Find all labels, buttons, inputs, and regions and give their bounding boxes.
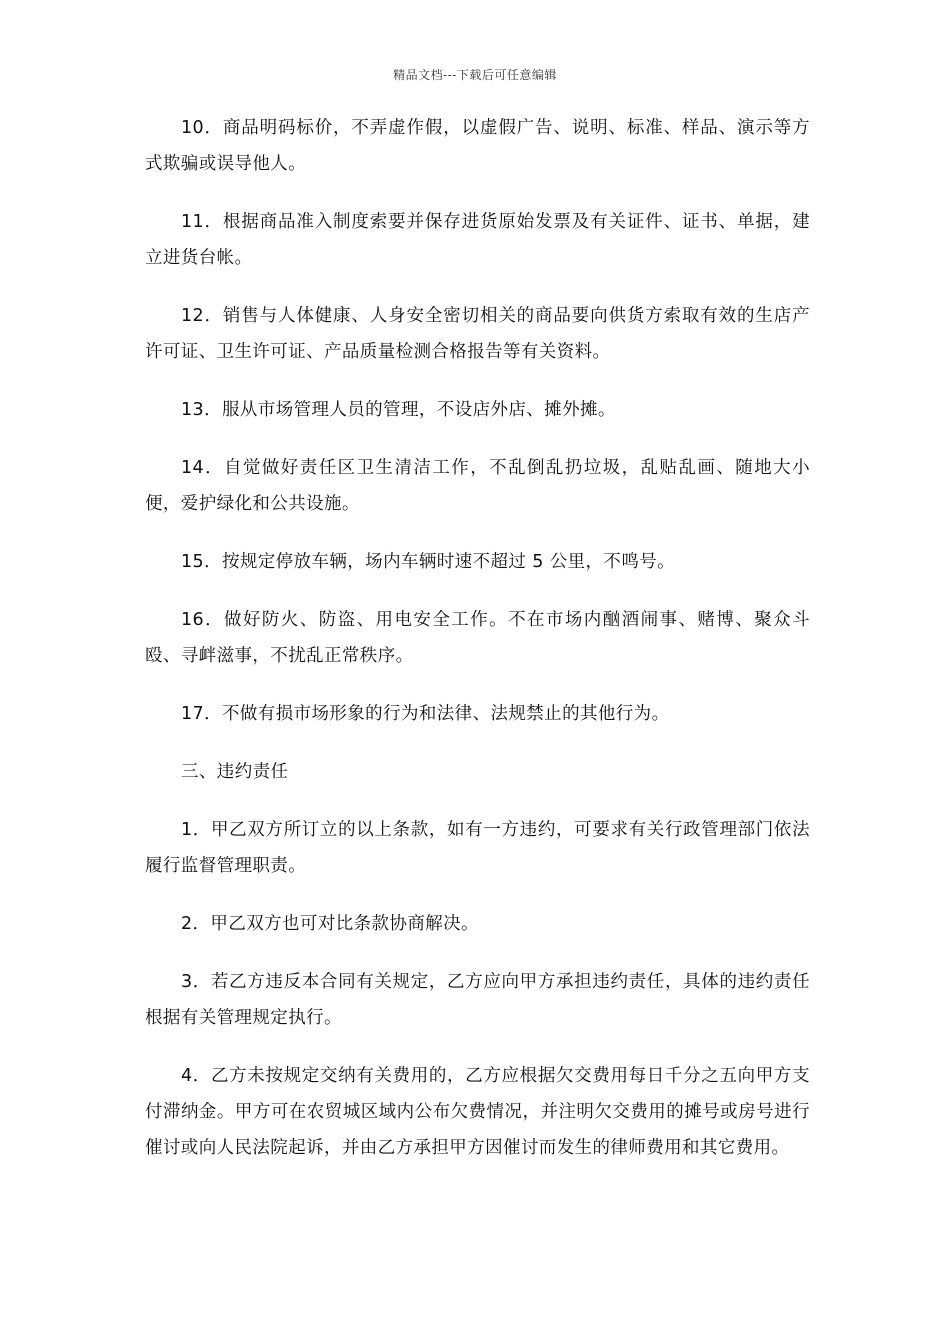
liability-clause-2: 2．甲乙双方也可对比条款协商解决。 bbox=[181, 914, 479, 934]
clause-13: 13．服从市场管理人员的管理，不设店外店、摊外摊。 bbox=[181, 400, 616, 420]
clause-14: 14．自觉做好责任区卫生清洁工作，不乱倒乱扔垃圾，乱贴乱画、随地大小便，爱护绿化和公共设施。 bbox=[145, 458, 810, 514]
clause-16: 16．做好防火、防盗、用电安全工作。不在市场内酗酒闹事、赌博、聚众斗殴、寻衅滋事，不扰乱正常秩序。 bbox=[145, 610, 810, 666]
liability-clause-4: 4．乙方未按规定交纳有关费用的，乙方应根据欠交费用每日千分之五向甲方支付滞纳金。甲方可在农贸城区域内公布欠费情况，并注明欠交费用的摊号或房号进行催讨或向人民法院起诉，并由乙方承担甲方因催讨而发生的律师费用和其它费用。 bbox=[145, 1066, 810, 1158]
clause-17: 17．不做有损市场形象的行为和法律、法规禁止的其他行为。 bbox=[181, 704, 670, 724]
section-heading-breach-liability: 三、违约责任 bbox=[181, 762, 289, 782]
document-body bbox=[145, 110, 810, 1188]
liability-clause-3: 3．若乙方违反本合同有关规定，乙方应向甲方承担违约责任，具体的违约责任根据有关管理规定执行。 bbox=[145, 972, 810, 1028]
liability-clause-1: 1．甲乙双方所订立的以上条款，如有一方违约，可要求有关行政管理部门依法履行监督管理职责。 bbox=[145, 820, 810, 876]
page-header: 精品文档---下载后可任意编辑 bbox=[393, 68, 557, 82]
clause-10: 10．商品明码标价，不弄虚作假，以虚假广告、说明、标准、样品、演示等方式欺骗或误导他人。 bbox=[145, 118, 810, 174]
clause-15: 15．按规定停放车辆，场内车辆时速不超过 5 公里，不鸣号。 bbox=[181, 552, 676, 572]
clause-12: 12．销售与人体健康、人身安全密切相关的商品要向供货方索取有效的生店产许可证、卫生许可证、产品质量检测合格报告等有关资料。 bbox=[145, 306, 810, 362]
clause-11: 11．根据商品准入制度索要并保存进货原始发票及有关证件、证书、单据，建立进货台帐。 bbox=[145, 212, 810, 268]
